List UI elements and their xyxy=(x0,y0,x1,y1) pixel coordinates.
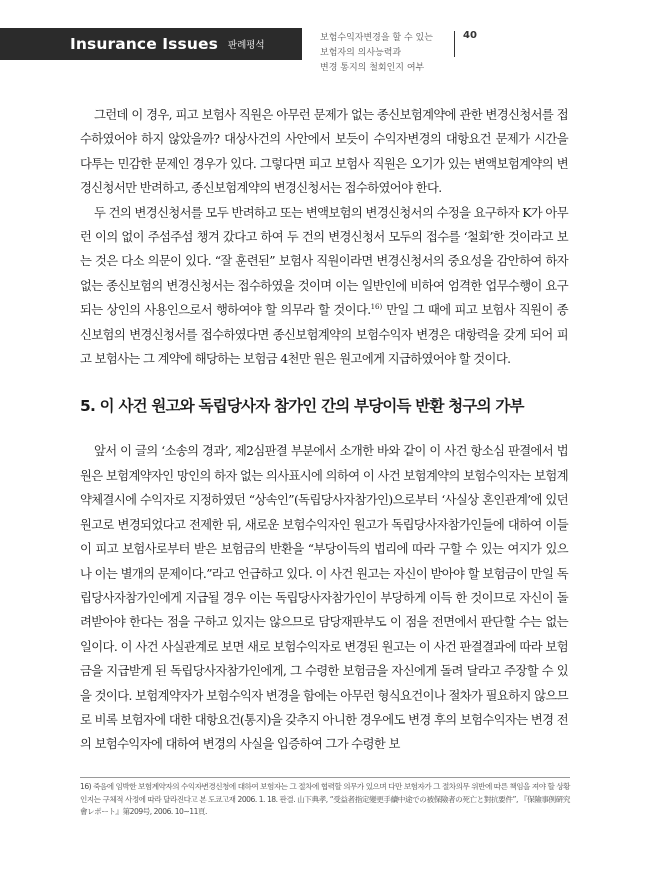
paragraph-text: 두 건의 변경신청서를 모두 반려하고 또는 변액보험의 변경신청서의 수정을 요구하자 K가 아무런 이의 없이 주섬주섬 챙겨 갔다고 하여 두 건의 변경신청서 모두의 접수를 ‘철회’한 것이라고 보는 것은 다소 의문이 있다. “잘 훈련된” 보험사 직원이라면 변경신청서의 중요성을 감안하여 하자 없는 종신보험의 변경신청서는 접수하였을 것이며 이는 일반인에 비하여 엄격한 업무수행이 요구되는 상인의 사용인으로서 행하여야 할 의무라 할 것이다. xyxy=(80,205,568,318)
footnote-divider xyxy=(80,777,570,778)
journal-brand: Insurance Issues xyxy=(70,35,218,53)
header-divider xyxy=(454,31,455,57)
article-body xyxy=(80,103,568,757)
paragraph-text: 만일 그 때에 피고 보험사 직원이 종신보험의 변경신청서를 접수하였다면 종신보험계약의 보험수익자 변경은 대항력을 갖게 되어 피고 보험사는 그 계약에 해당하는 보험금 4천만 원은 원고에게 지급하였어야 할 것이다. xyxy=(80,303,568,367)
footnote: 16) 죽음에 임박한 보험계약자의 수익자변경신청에 대하여 보험자는 그 절차에 협력할 의무가 있으며 다만 보험자가 그 절차의무 위반에 따른 책임을 져야 할 상황인지는 구체적 사정에 따라 달라진다고 본 도쿄고재 2006. 1. 18. 판결. 山下典孝, “受益者指定變更手續中途での被保險者の死亡と對抗要件”, 『保險事例硏究會レポート』第209号, 2006. 10~11頁. xyxy=(80,782,570,817)
paragraph: 앞서 이 글의 ‘소송의 경과’, 제2심판결 부분에서 소개한 바와 같이 이 사건 항소심 판결에서 법원은 보험계약자인 망인의 하자 없는 의사표시에 의하여 이 사건 보험계약의 보험수익자는 보험계약체결시에 수익자로 지정하였던 “상속인”(독립당사자참가인)으로부터 ‘사실상 혼인관계’에 있던 원고로 변경되었다고 전제한 뒤, 새로운 보험수익자인 원고가 독립당사자참가인들에 대하여 이들이 피고 보험사로부터 받은 보험금의 반환을 “부당이득의 법리에 따라 구할 수 있는 여지가 있으나 이는 별개의 문제이다.”라고 언급하고 있다. 이 사건 원고는 자신이 받아야 할 보험금이 만일 독립당사자참가인에게 지급될 경우 이는 독립당사자참가인이 부당하게 이득 한 것이므로 자신이 돌려받아야 한다는 점을 구하고 있지는 않으므로 담당재판부도 이 점을 전면에서 판단할 수는 없는 일이다. 이 사건 사실관계로 보면 새로 보험수익자로 변경된 원고는 이 사건 판결결과에 따라 보험금을 지급받게 된 독립당사자참가인에게, 그 수령한 보험금을 자신에게 돌려 달라고 주장할 수 있을 것이다. 보험계약자가 보험수익자 변경을 함에는 아무런 형식요건이나 절차가 필요하지 않으므로 비록 보험자에 대한 대항요건(통지)을 갖추지 아니한 경우에도 변경 후의 보험수익자는 변경 전의 보험수익자에 대하여 변경의 사실을 입증하여 그가 수령한 보 xyxy=(80,444,568,752)
section-heading: 5. 이 사건 원고와 독립당사자 참가인 간의 부당이득 반환 청구의 가부 xyxy=(80,397,524,416)
running-title-line: 변경 통지의 철회인지 여부 xyxy=(320,63,425,73)
section-tag: 판례평석 xyxy=(227,40,265,51)
running-title-line: 보험자의 의사능력과 xyxy=(320,48,402,58)
header-bar xyxy=(0,28,302,60)
paragraph xyxy=(80,201,568,372)
paragraph: 그런데 이 경우, 피고 보험사 직원은 아무런 문제가 없는 종신보험계약에 관한 변경신청서를 접수하였어야 하지 않았을까? 대상사건의 사안에서 보듯이 수익자변경의 대항요건 문제가 시간을 다투는 민감한 문제인 경우가 있다. 그렇다면 피고 보험사 직원은 오기가 있는 변액보험계약의 변경신청서만 반려하고, 종신보험계약의 변경신청서는 접수하였어야 한다. xyxy=(80,108,568,196)
page-number: 40 xyxy=(463,30,477,41)
running-title xyxy=(320,31,460,76)
footnote-reference[interactable]: 16) xyxy=(370,303,383,312)
running-title-line: 보험수익자변경을 할 수 있는 xyxy=(320,33,433,43)
